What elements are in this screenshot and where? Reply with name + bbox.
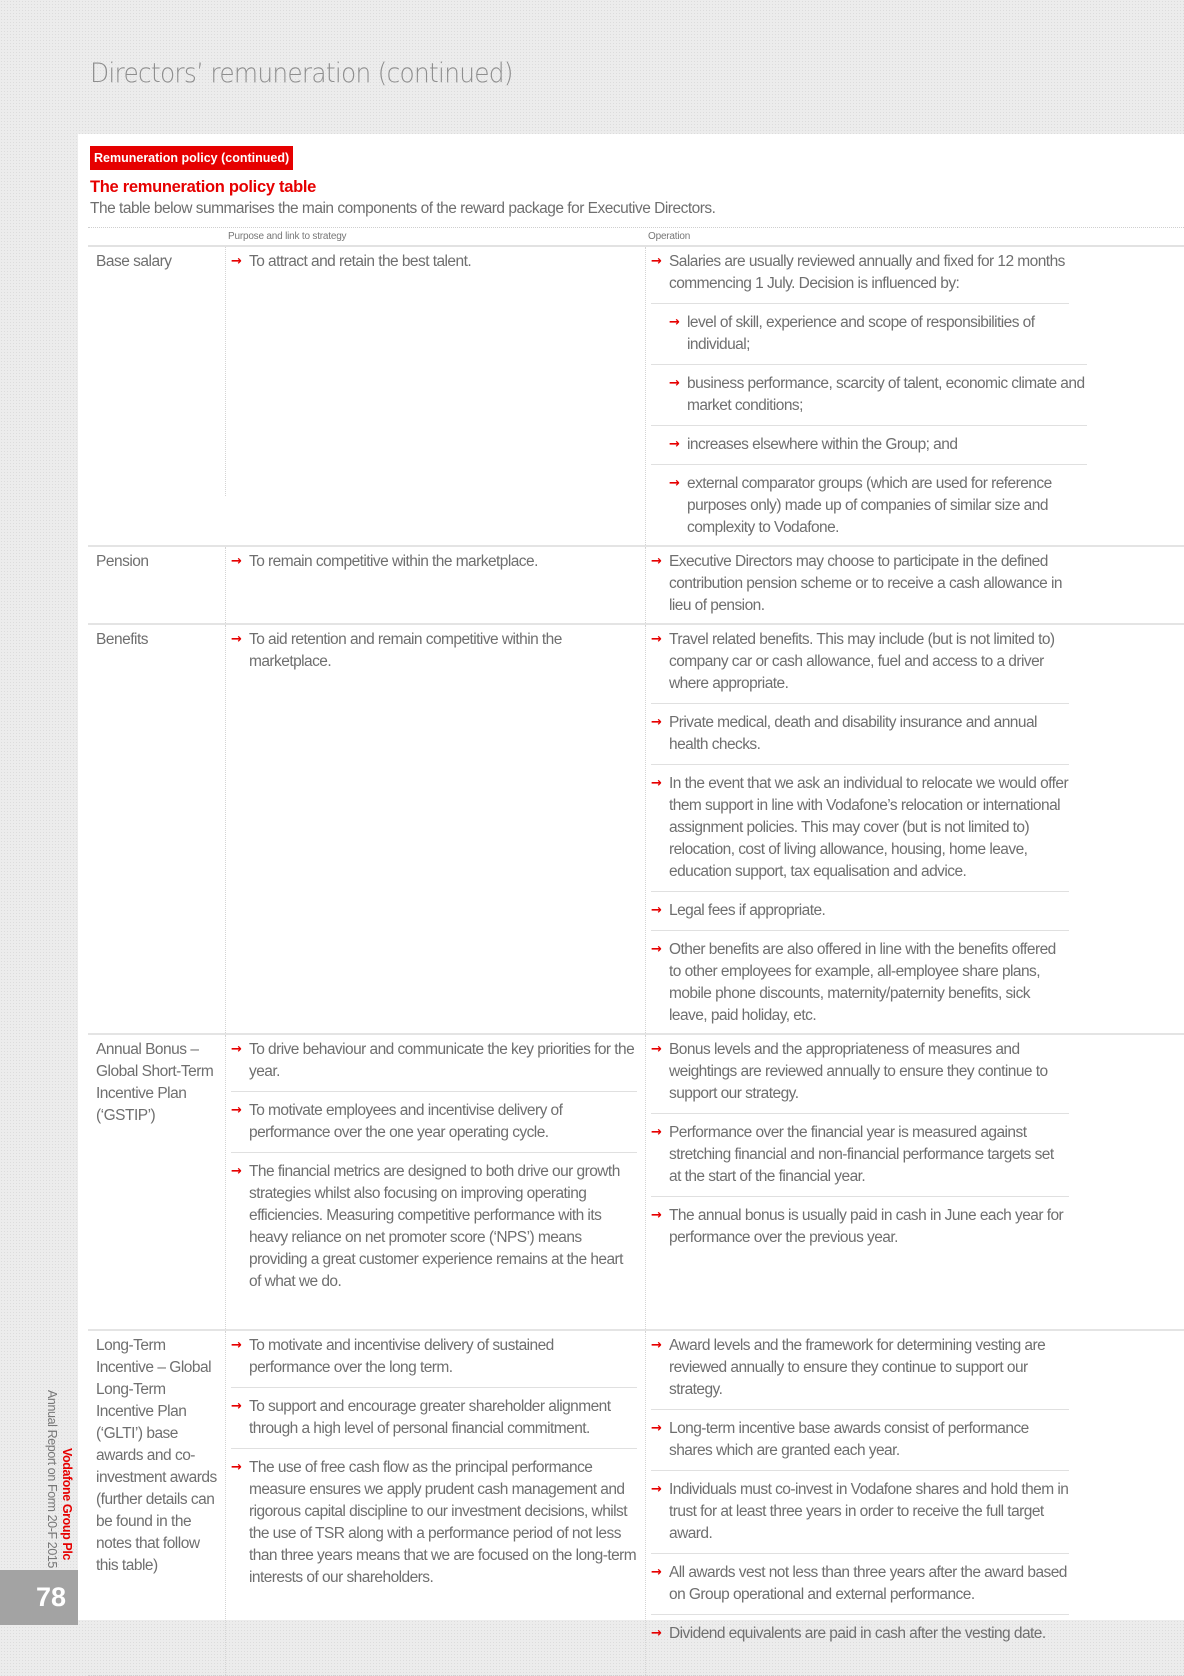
operation-cell <box>645 625 1184 1033</box>
list-item <box>231 1039 637 1092</box>
arrow-right-icon: → <box>231 1399 242 1414</box>
section-title: The remuneration policy table <box>90 178 317 196</box>
arrow-right-icon: → <box>651 903 662 918</box>
arrow-right-icon: → <box>651 1338 662 1353</box>
list-item <box>231 1100 637 1153</box>
list-item <box>231 1335 637 1388</box>
sub-list-item <box>651 312 1087 365</box>
item-text: To support and encourage greater shareholder alignment through a high level of personal financial commitment. <box>249 1398 611 1437</box>
item-text: Legal fees if appropriate. <box>669 902 826 919</box>
arrow-right-icon: → <box>231 1338 242 1353</box>
sub-list-item <box>651 473 1087 539</box>
item-text: To motivate and incentivise delivery of sustained performance over the long term. <box>249 1337 554 1376</box>
item-text: The financial metrics are designed to both drive our growth strategies whilst also focusing on improving operating efficiencies. Measuring competitive performance with its heavy reliance on net promoter score (‘NPS’) means providing a great customer experience remains at the heart of what we do. <box>249 1163 623 1290</box>
list-item <box>651 1335 1069 1410</box>
list-item <box>231 251 637 273</box>
arrow-right-icon: → <box>231 632 242 647</box>
list-item <box>651 251 1069 304</box>
arrow-right-icon: → <box>651 715 662 730</box>
list-item <box>231 1161 637 1293</box>
arrow-right-icon: → <box>651 1421 662 1436</box>
item-text: business performance, scarcity of talent, economic climate and market conditions; <box>687 375 1085 414</box>
purpose-cell <box>225 1331 645 1675</box>
item-text: To aid retention and remain competitive within the marketplace. <box>249 631 562 670</box>
item-text: Long-term incentive base awards consist of performance shares which are granted each year. <box>669 1420 1029 1459</box>
arrow-right-icon: → <box>651 1125 662 1140</box>
list-item <box>651 1623 1069 1645</box>
item-text: Other benefits are also offered in line with the benefits offered to other employees for example, all-employee share plans, mobile phone discounts, maternity/paternity benefits, sick leave, paid holiday, etc. <box>669 941 1056 1024</box>
arrow-right-icon: → <box>231 1460 242 1475</box>
page-number: 78 <box>0 1570 78 1625</box>
purpose-cell <box>225 547 645 623</box>
item-text: level of skill, experience and scope of responsibilities of individual; <box>687 314 1035 353</box>
arrow-right-icon: → <box>669 376 680 391</box>
list-item <box>231 629 637 673</box>
item-text: Dividend equivalents are paid in cash after the vesting date. <box>669 1625 1046 1642</box>
section-intro: The table below summarises the main components of the reward package for Executive Directors. <box>90 200 716 217</box>
column-header-operation: Operation <box>648 231 691 242</box>
item-text: Award levels and the framework for determining vesting are reviewed annually to ensure they continue to support our strategy. <box>669 1337 1046 1398</box>
list-item <box>651 939 1069 1027</box>
remuneration-policy-table <box>88 247 1184 1676</box>
arrow-right-icon: → <box>651 1042 662 1057</box>
list-item <box>231 1457 637 1589</box>
arrow-right-icon: → <box>231 1042 242 1057</box>
table-row-annual-bonus <box>88 1035 1184 1331</box>
arrow-right-icon: → <box>669 315 680 330</box>
column-header-purpose: Purpose and link to strategy <box>228 231 347 242</box>
purpose-cell <box>225 625 645 1033</box>
purpose-cell <box>225 1035 645 1329</box>
arrow-right-icon: → <box>651 254 662 269</box>
arrow-right-icon: → <box>651 1626 662 1641</box>
arrow-right-icon: → <box>231 254 242 269</box>
item-text: All awards vest not less than three years after the award based on Group operational and external performance. <box>669 1564 1067 1603</box>
arrow-right-icon: → <box>651 776 662 791</box>
purpose-cell <box>225 247 645 496</box>
list-item <box>231 1396 637 1449</box>
footer-report-title: Annual Report on Form 20-F 2015 <box>45 1390 59 1568</box>
list-item <box>651 712 1069 765</box>
operation-cell <box>645 1035 1184 1329</box>
table-row-long-term-incentive <box>88 1331 1184 1676</box>
footer-brand: Vodafone Group Plc <box>60 1447 74 1560</box>
list-item <box>651 773 1069 892</box>
footer-side-text <box>40 1390 74 1568</box>
list-item <box>651 1205 1069 1249</box>
item-text: To attract and retain the best talent. <box>249 253 472 270</box>
table-row-base-salary <box>88 247 1184 547</box>
operation-cell <box>645 1331 1184 1675</box>
item-text: external comparator groups (which are used for reference purposes only) made up of companies of similar size and complexity to Vodafone. <box>687 475 1052 536</box>
list-item <box>651 551 1069 617</box>
item-text: Travel related benefits. This may include (but is not limited to) company car or cash allowance, fuel and access to a driver where appropriate. <box>669 631 1055 692</box>
table-row-pension <box>88 547 1184 625</box>
arrow-right-icon: → <box>651 942 662 957</box>
table-row-benefits <box>88 625 1184 1035</box>
item-text: In the event that we ask an individual to relocate we would offer them support in line with Vodafone’s relocation or international assignment policies. This may cover (but is not limited to) relocation, cost of living allowance, housing, home leave, education support, tax equalisation and advice. <box>669 775 1069 880</box>
item-text: Salaries are usually reviewed annually and fixed for 12 months commencing 1 July. Decision is influenced by: <box>669 253 1065 292</box>
row-label: Base salary <box>96 253 172 270</box>
arrow-right-icon: → <box>651 1208 662 1223</box>
item-text: Bonus levels and the appropriateness of measures and weightings are reviewed annually to ensure they continue to support our strategy. <box>669 1041 1048 1102</box>
sub-list-item <box>651 373 1087 426</box>
arrow-right-icon: → <box>669 437 680 452</box>
list-item <box>231 551 637 573</box>
row-label: Pension <box>96 553 149 570</box>
item-text: Individuals must co-invest in Vodafone shares and hold them in trust for at least three years in order to receive the full target award. <box>669 1481 1069 1542</box>
list-item <box>651 1562 1069 1615</box>
arrow-right-icon: → <box>231 1103 242 1118</box>
item-text: To motivate employees and incentivise delivery of performance over the one year operating cycle. <box>249 1102 563 1141</box>
arrow-right-icon: → <box>651 632 662 647</box>
arrow-right-icon: → <box>651 1565 662 1580</box>
arrow-right-icon: → <box>231 554 242 569</box>
sub-list-item <box>651 434 1087 465</box>
list-item <box>651 629 1069 704</box>
divider <box>88 227 1184 228</box>
item-text: Private medical, death and disability insurance and annual health checks. <box>669 714 1037 753</box>
row-label: Long-Term Incentive – Global Long-Term Incentive Plan (‘GLTI’) base awards and co-investment awards (further details can be found in the notes that follow this table) <box>96 1337 217 1574</box>
list-item <box>651 1418 1069 1471</box>
arrow-right-icon: → <box>231 1164 242 1179</box>
item-text: To drive behaviour and communicate the key priorities for the year. <box>249 1041 635 1080</box>
row-label: Annual Bonus – Global Short-Term Incentive Plan (‘GSTIP’) <box>96 1041 214 1124</box>
item-text: Performance over the financial year is measured against stretching financial and non-financial performance targets set at the start of the financial year. <box>669 1124 1054 1185</box>
operation-cell <box>645 247 1184 545</box>
item-text: The annual bonus is usually paid in cash in June each year for performance over the previous year. <box>669 1207 1064 1246</box>
operation-cell <box>645 547 1184 623</box>
list-item <box>651 1122 1069 1197</box>
arrow-right-icon: → <box>651 1482 662 1497</box>
item-text: Executive Directors may choose to participate in the defined contribution pension scheme or to receive a cash allowance in lieu of pension. <box>669 553 1062 614</box>
list-item <box>651 1479 1069 1554</box>
arrow-right-icon: → <box>669 476 680 491</box>
arrow-right-icon: → <box>651 554 662 569</box>
item-text: increases elsewhere within the Group; and <box>687 436 958 453</box>
item-text: To remain competitive within the marketplace. <box>249 553 538 570</box>
list-item <box>651 900 1069 931</box>
section-badge: Remuneration policy (continued) <box>90 146 293 170</box>
item-text: The use of free cash flow as the principal performance measure ensures we apply prudent cash management and rigorous capital discipline to our investment decisions, whilst the use of TSR along with a performance period of not less than three years means that we are focused on the long-term interests of our shareholders. <box>249 1459 637 1586</box>
list-item <box>651 1039 1069 1114</box>
page-title: Directors’ remuneration (continued) <box>90 58 513 89</box>
row-label: Benefits <box>96 631 149 648</box>
